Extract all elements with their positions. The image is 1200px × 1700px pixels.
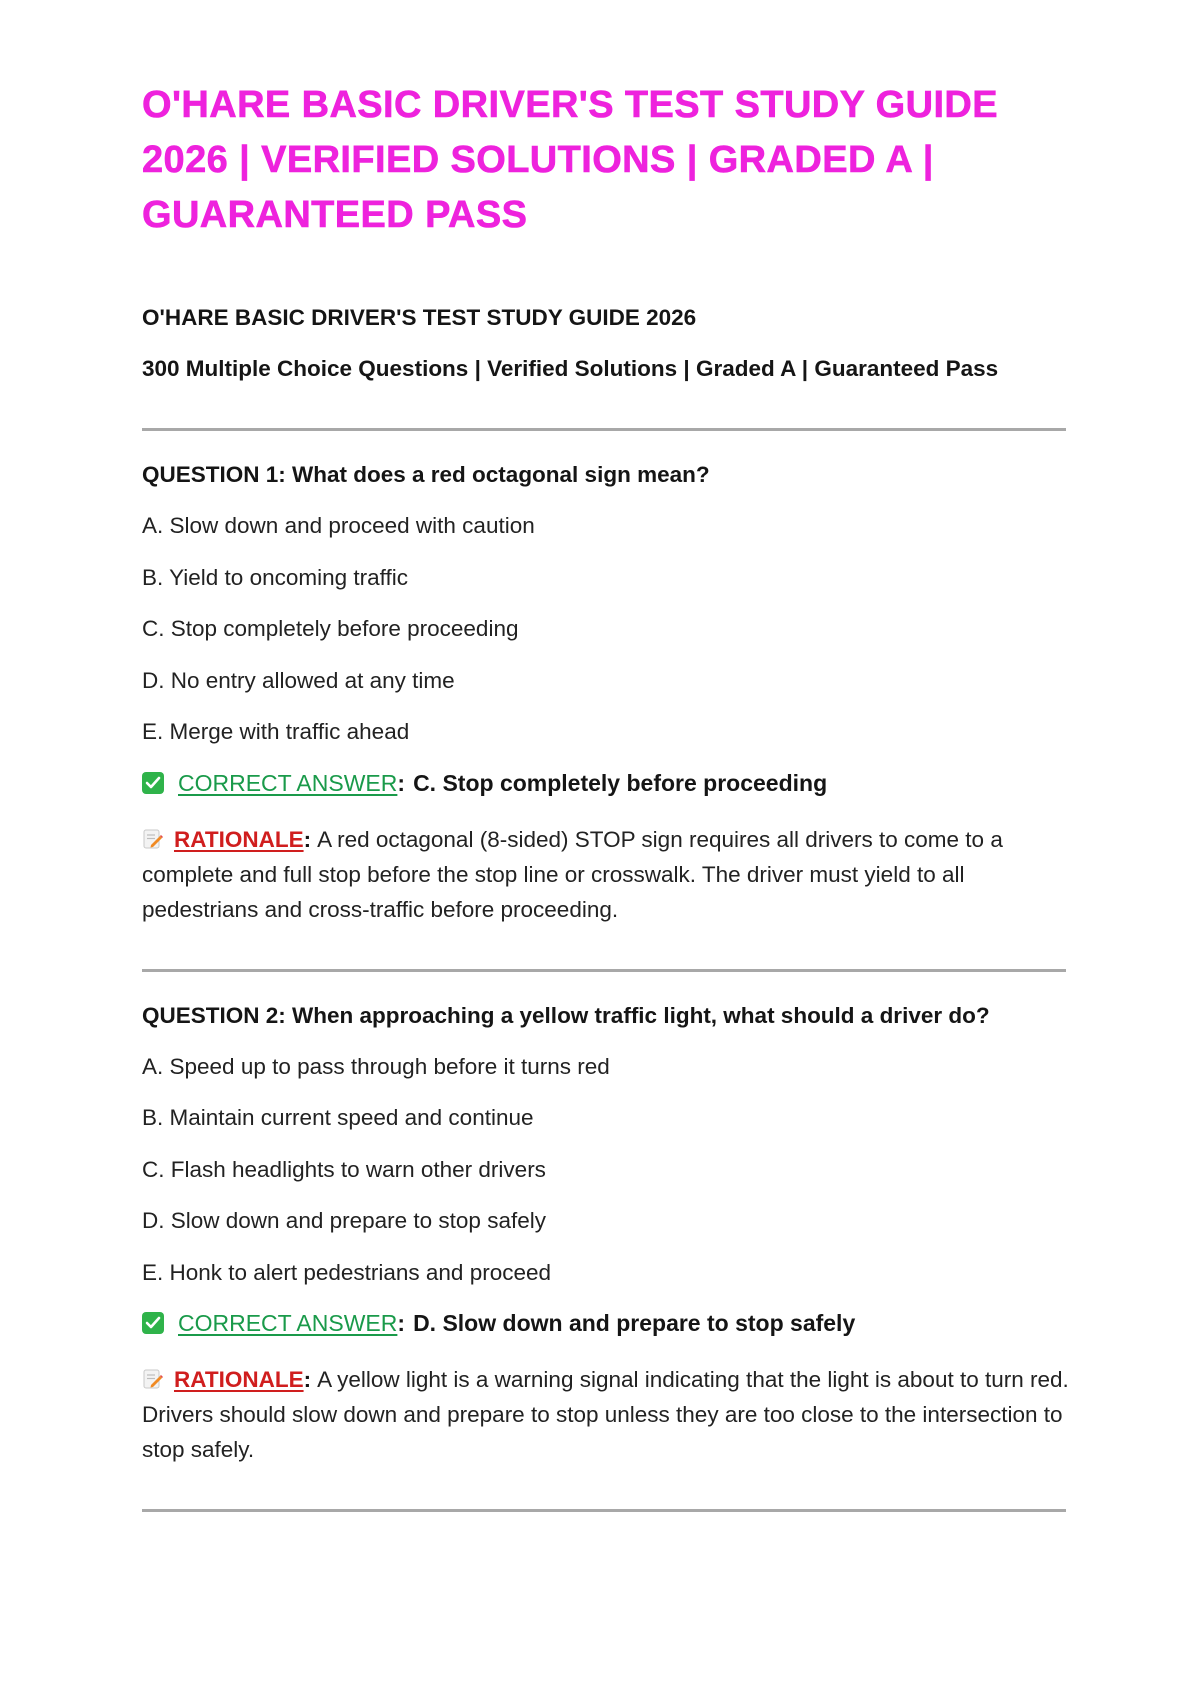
title-line-2: 2026 | VERIFIED SOLUTIONS | GRADED A | xyxy=(142,139,934,181)
memo-icon xyxy=(142,825,164,847)
rationale-block xyxy=(142,822,1070,927)
check-mark-icon xyxy=(142,1312,164,1334)
document-title xyxy=(142,78,1070,243)
answer-colon: : xyxy=(397,769,406,796)
answer-colon: : xyxy=(397,1310,406,1336)
rationale-colon: : xyxy=(303,826,312,852)
option-d: D. No entry allowed at any time xyxy=(142,667,455,693)
question-title: QUESTION 2: When approaching a yellow traffic light, what should a driver do? xyxy=(142,1002,990,1028)
correct-answer-value: C. Stop completely before proceeding xyxy=(413,769,828,796)
rationale-label: RATIONALE xyxy=(174,1367,304,1392)
question-1 xyxy=(142,461,1070,927)
options-list xyxy=(142,1053,1070,1287)
option-a: A. Slow down and proceed with caution xyxy=(142,513,535,538)
correct-answer-value: D. Slow down and prepare to stop safely xyxy=(413,1310,856,1336)
option-a: A. Speed up to pass through before it turns red xyxy=(142,1053,610,1079)
memo-icon xyxy=(142,1365,164,1387)
option-c: C. Flash headlights to warn other drivers xyxy=(142,1156,546,1182)
option-e: E. Honk to alert pedestrians and proceed xyxy=(142,1259,551,1285)
correct-answer-line xyxy=(142,1308,1070,1338)
options-list xyxy=(142,512,1070,746)
document-tagline: 300 Multiple Choice Questions | Verified Solutions | Graded A | Guaranteed Pass xyxy=(142,356,999,381)
divider xyxy=(142,1509,1066,1512)
title-line-3: GUARANTEED PASS xyxy=(142,194,528,236)
divider xyxy=(142,969,1066,972)
option-c: C. Stop completely before proceeding xyxy=(142,616,519,641)
check-mark-icon xyxy=(142,772,164,794)
question-2 xyxy=(142,1002,1070,1468)
divider xyxy=(142,428,1066,431)
correct-answer-line xyxy=(142,768,1070,798)
rationale-block xyxy=(142,1362,1070,1467)
question-title: QUESTION 1: What does a red octagonal sign mean? xyxy=(142,462,710,487)
rationale-label: RATIONALE xyxy=(174,826,304,852)
option-d: D. Slow down and prepare to stop safely xyxy=(142,1208,546,1233)
title-line-1: O'HARE BASIC DRIVER'S TEST STUDY GUIDE xyxy=(142,84,999,126)
option-e: E. Merge with traffic ahead xyxy=(142,719,410,744)
rationale-colon: : xyxy=(303,1367,312,1392)
option-b: B. Maintain current speed and continue xyxy=(142,1105,534,1130)
correct-answer-label: CORRECT ANSWER xyxy=(178,769,398,796)
rationale-text: A yellow light is a warning signal indicating that the light is about to turn red. Drivers should slow down and prepare to stop unless they are too close to the intersection to stop safely. xyxy=(142,1367,1069,1462)
rationale-text: A red octagonal (8-sided) STOP sign requires all drivers to come to a complete and full stop before the stop line or crosswalk. The driver must yield to all pedestrians and cross-traffic before proceeding. xyxy=(142,826,1003,922)
correct-answer-label: CORRECT ANSWER xyxy=(178,1310,398,1336)
document-subtitle: O'HARE BASIC DRIVER'S TEST STUDY GUIDE 2026 xyxy=(142,305,697,330)
option-b: B. Yield to oncoming traffic xyxy=(142,564,408,590)
